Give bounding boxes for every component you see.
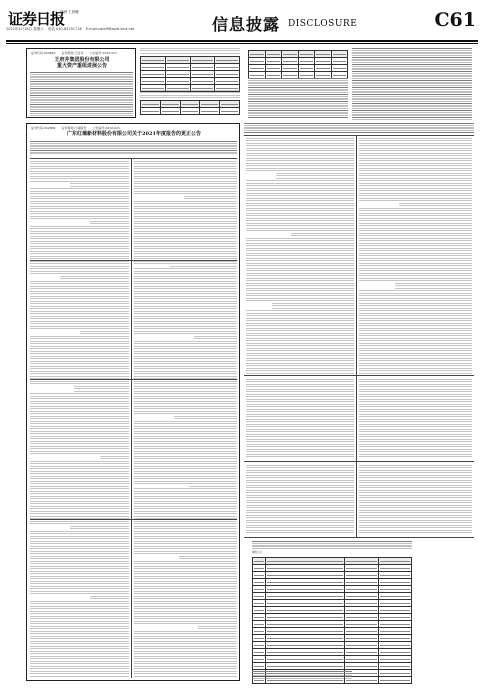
table-row bbox=[253, 607, 412, 614]
table-row bbox=[253, 600, 412, 607]
page-number: C61 bbox=[434, 9, 476, 31]
ticker-short-name: 证券简称:红墙股份 bbox=[61, 126, 87, 130]
issue-email: E-mail:zqrb9@zqrb.sina.net bbox=[85, 27, 135, 31]
table-row bbox=[253, 614, 412, 621]
row-rule bbox=[30, 379, 237, 380]
section-text bbox=[359, 379, 472, 459]
after-correction-column bbox=[359, 138, 472, 374]
table-caption-text bbox=[140, 48, 240, 54]
table-row bbox=[141, 78, 240, 85]
masthead-rule-thin bbox=[6, 43, 478, 44]
section-text bbox=[246, 379, 354, 459]
announcement-block-top bbox=[26, 48, 136, 118]
issue-phone: 电话 010-83251716 bbox=[47, 27, 82, 31]
row-rule bbox=[30, 519, 237, 520]
announcement-title-line: 王府井集团股份有限公司 bbox=[54, 57, 110, 63]
table-caption bbox=[252, 541, 412, 549]
table-header-row bbox=[253, 558, 412, 565]
masthead bbox=[6, 6, 478, 40]
table-row bbox=[253, 635, 412, 642]
table-note-text bbox=[140, 90, 240, 98]
table-unit-label: 单位:元 bbox=[252, 550, 263, 554]
ticker-code: 证券代码:002809 bbox=[31, 126, 56, 130]
table-row bbox=[249, 65, 348, 72]
announcement-ticker-row bbox=[31, 52, 122, 56]
correction-table-block bbox=[244, 123, 474, 681]
table-row bbox=[253, 656, 412, 663]
section-intro-text bbox=[244, 123, 474, 133]
announcement-title-line: 重大资产重组进展公告 bbox=[56, 62, 107, 69]
table-row bbox=[253, 579, 412, 586]
table-col-divider bbox=[356, 461, 357, 537]
announcement-intro-text bbox=[30, 141, 237, 155]
table-row bbox=[253, 565, 412, 572]
table-header-row bbox=[141, 101, 240, 108]
notice-number: 公告编号:2022-027 bbox=[89, 51, 117, 55]
table-row bbox=[253, 621, 412, 628]
section-title-en: DISCLOSURE bbox=[288, 19, 358, 29]
table-row bbox=[253, 649, 412, 656]
table-row bbox=[141, 108, 240, 115]
section-text-lower bbox=[359, 465, 472, 535]
announcement-title-line: 广东红墙新材料股份有限公司关于2021年度报告的更正公告 bbox=[67, 131, 201, 137]
section-title: 信息披露 bbox=[212, 15, 281, 34]
announcement-title bbox=[37, 132, 231, 138]
table-body-text bbox=[248, 78, 348, 118]
announcement-body-text bbox=[30, 72, 133, 116]
table-row bbox=[141, 71, 240, 78]
table-header-row bbox=[141, 57, 240, 64]
newspaper-logo: 证券日报 bbox=[8, 10, 65, 28]
announcement-block-main bbox=[26, 123, 240, 681]
closing-text bbox=[252, 671, 352, 679]
table-row bbox=[253, 628, 412, 635]
table-mid-rule bbox=[244, 375, 474, 376]
ticker-code: 证券代码:600859 bbox=[31, 51, 56, 55]
table-col-divider bbox=[356, 375, 357, 461]
table-row bbox=[253, 642, 412, 649]
financial-table-block-right bbox=[248, 48, 348, 120]
left-column-text bbox=[30, 161, 129, 677]
financial-table-block bbox=[140, 48, 240, 118]
notice-number: 公告编号:2022-021 bbox=[92, 126, 120, 130]
table-bottom-rule bbox=[244, 537, 474, 538]
table-col-divider bbox=[356, 135, 357, 375]
financial-table-2 bbox=[140, 100, 240, 115]
row-rule bbox=[30, 260, 237, 261]
table-row bbox=[253, 572, 412, 579]
table-row bbox=[249, 58, 348, 65]
column-top-rule bbox=[30, 158, 237, 159]
section-text-lower bbox=[246, 465, 354, 535]
financial-table bbox=[248, 50, 348, 79]
table-row bbox=[253, 663, 412, 670]
issue-date: 2022年4月16日 星期六 bbox=[6, 27, 44, 31]
announcement-title bbox=[35, 58, 129, 69]
data-table bbox=[252, 557, 412, 684]
editor-line: 编辑 王晨曦 bbox=[60, 10, 79, 14]
column-divider bbox=[131, 158, 132, 678]
financial-table bbox=[140, 56, 240, 92]
table-rule bbox=[244, 461, 474, 462]
text-column-top-right bbox=[352, 48, 472, 120]
table-row bbox=[253, 586, 412, 593]
table-top-rule bbox=[244, 135, 474, 136]
announcement-ticker-row bbox=[31, 127, 125, 131]
table-row bbox=[253, 593, 412, 600]
table-header-row bbox=[249, 51, 348, 58]
body-text bbox=[352, 48, 472, 120]
table-row bbox=[141, 64, 240, 71]
masthead-rule bbox=[6, 40, 478, 42]
ticker-short-name: 证券简称:王府井 bbox=[61, 51, 84, 55]
